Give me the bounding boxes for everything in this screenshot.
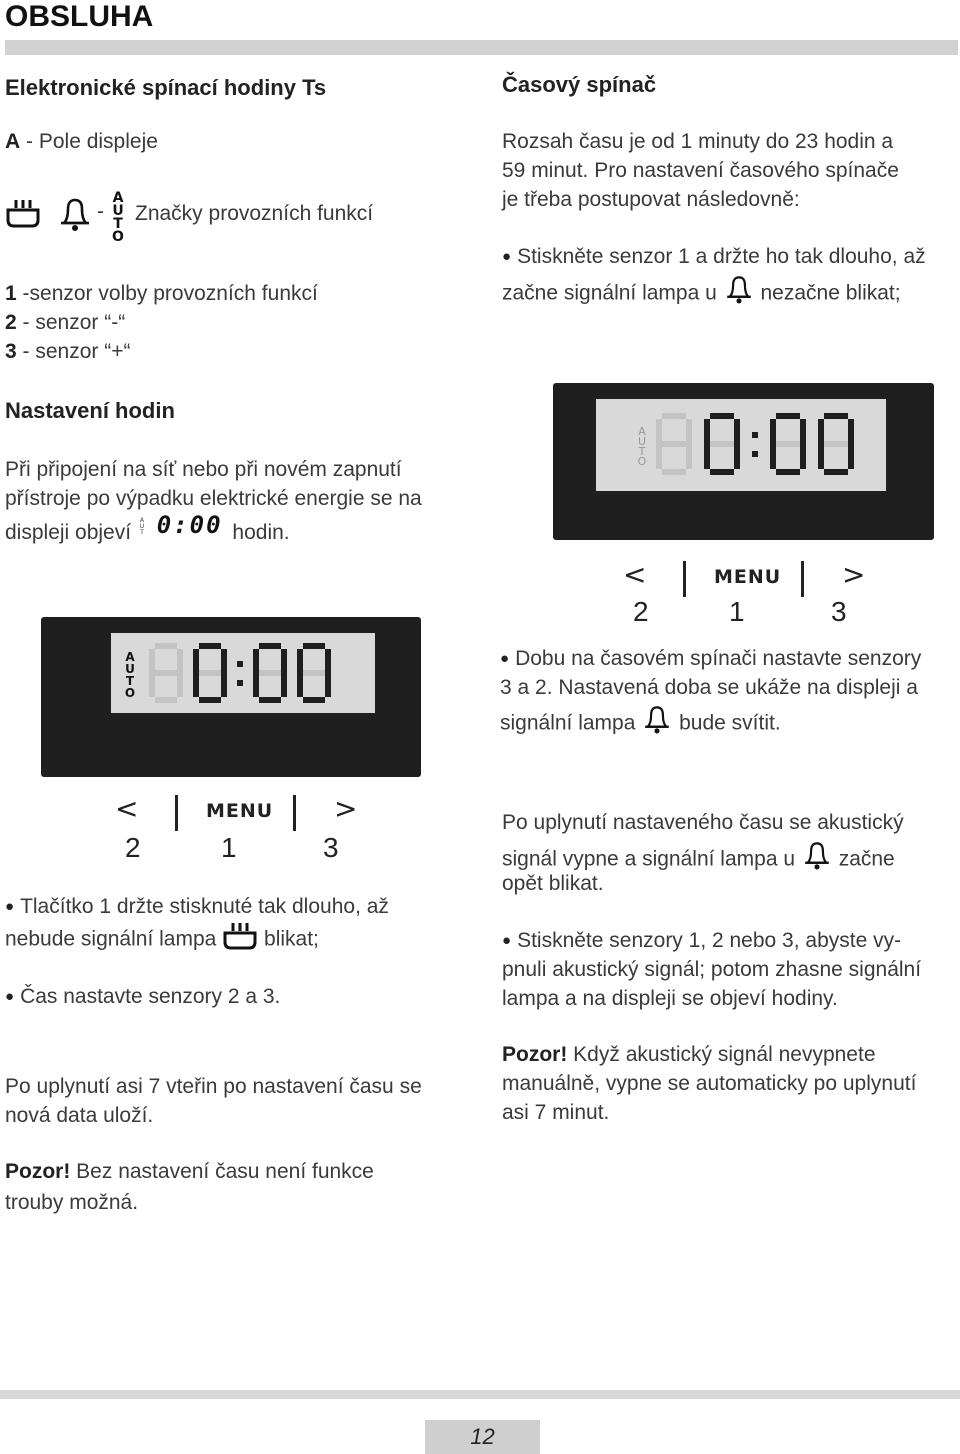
left-bullet-1-line1: ● Tlačítko 1 držte stisknuté tak dlouho, až	[5, 892, 389, 923]
right-bullet-3-line3: lampa a na displeji se objeví hodiny.	[502, 987, 838, 1010]
right-warning-line2: manuálně, vypne se automaticky po uplynutí	[502, 1072, 917, 1095]
lcd-segment	[662, 413, 686, 419]
section-heading-clock: Nastavení hodin	[5, 398, 175, 423]
lcd-screen	[111, 633, 375, 713]
right-arrow-key[interactable]: >	[842, 558, 866, 591]
lcd-segment	[776, 469, 800, 475]
lcd-segment	[776, 441, 800, 447]
bell-icon	[58, 196, 94, 236]
lcd-segment	[800, 419, 806, 444]
footer-rule	[0, 1390, 960, 1399]
lcd-segment	[704, 444, 710, 469]
lcd-segment	[297, 673, 303, 697]
legend-item-3: 3 - senzor “+“	[5, 340, 131, 363]
right-arrow-key[interactable]: >	[334, 792, 358, 825]
control-divider	[175, 795, 178, 831]
right-bullet-2-line1: ● Dobu na časovém spínači nastavte senzory	[500, 644, 921, 675]
right-p1-line1: Rozsah času je od 1 minuty do 23 hodin a	[502, 130, 894, 153]
right-warning-line1: Pozor! Když akustický signál nevypnete	[502, 1043, 876, 1066]
lcd-colon	[752, 432, 758, 438]
sensor-number-2: 2	[125, 832, 141, 863]
right-p1-line3: je třeba postupovat následovně:	[502, 188, 800, 211]
lcd-digits	[149, 643, 349, 705]
lcd-segment	[656, 444, 662, 469]
lcd-segment	[662, 469, 686, 475]
lcd-segment	[734, 419, 740, 444]
save-note-line2: nová data uloží.	[5, 1104, 154, 1127]
sensor-number-2: 2	[633, 596, 649, 627]
lcd-segment	[199, 697, 221, 703]
menu-key[interactable]: MENU	[714, 566, 782, 588]
symbols-dash: -	[97, 200, 104, 223]
lcd-segment	[303, 643, 325, 649]
sensor-number-3: 3	[831, 596, 847, 627]
clock-text-line1: Při připojení na síť nebo při novém zapnutí	[5, 458, 402, 481]
lcd-segment	[199, 670, 221, 676]
lcd-segment	[662, 441, 686, 447]
control-divider	[683, 561, 686, 597]
auto-icon: A U T O	[112, 190, 124, 245]
control-divider	[293, 795, 296, 831]
cooking-pot-icon	[5, 196, 45, 232]
lcd-segment	[303, 697, 325, 703]
lcd-segment	[710, 441, 734, 447]
right-bullet-2-line2: 3 a 2. Nastavená doba se ukáže na displeji a	[500, 676, 918, 699]
lcd-auto-indicator: A U T O	[124, 650, 136, 700]
lcd-segment	[848, 419, 854, 444]
legend-item-1: 1 -senzor volby provozních funkcí	[5, 282, 318, 305]
auto-icon: A U T	[139, 517, 145, 537]
lcd-segment	[710, 469, 734, 475]
page-number: 12	[425, 1420, 540, 1454]
bell-icon	[641, 704, 673, 744]
right-bullet-1-line2: začne signální lampa u nezačne blikat;	[502, 274, 901, 314]
lcd-auto-indicator: A U T O	[637, 425, 647, 468]
left-arrow-key[interactable]: <	[623, 558, 647, 591]
lcd-segment	[824, 469, 848, 475]
lcd-segment	[281, 673, 287, 697]
right-p2-line3: opět blikat.	[502, 872, 604, 895]
cooking-pot-icon	[222, 921, 258, 959]
bell-icon	[723, 274, 755, 314]
oven-display-panel	[553, 383, 934, 540]
legend-item-2: 2 - senzor “-“	[5, 311, 126, 334]
save-note-line1: Po uplynutí asi 7 vteřin po nastavení času se	[5, 1075, 422, 1098]
bell-icon	[801, 840, 833, 880]
lcd-segment	[800, 444, 806, 469]
right-p2-line1: Po uplynutí nastaveného času se akustický	[502, 811, 904, 834]
right-p2-line2: signál vypne a signální lampa u začne	[502, 840, 895, 880]
lcd-segment	[325, 673, 331, 697]
lcd-segment	[155, 697, 177, 703]
lcd-segment	[734, 444, 740, 469]
lcd-segment	[686, 444, 692, 469]
oven-display-panel	[41, 617, 421, 777]
lcd-segment	[155, 670, 177, 676]
lcd-colon	[752, 451, 758, 457]
left-bullet-1-line2: nebude signální lampa blikat;	[5, 921, 319, 959]
lcd-segment	[221, 673, 227, 697]
lcd-segment	[221, 649, 227, 673]
right-warning-line3: asi 7 minut.	[502, 1101, 610, 1124]
legend-a	[5, 127, 158, 156]
lcd-segment	[149, 673, 155, 697]
sensor-number-1: 1	[221, 832, 237, 863]
clock-text-line2: přístroje po výpadku elektrické energie se na	[5, 487, 422, 510]
inline-clock-digits: 0:00	[156, 510, 223, 539]
lcd-digits	[656, 413, 876, 479]
lcd-segment	[770, 444, 776, 469]
lcd-segment	[253, 673, 259, 697]
lcd-segment	[303, 670, 325, 676]
sensor-number-3: 3	[323, 832, 339, 863]
menu-key[interactable]: MENU	[206, 800, 274, 822]
lcd-segment	[281, 649, 287, 673]
lcd-segment	[259, 670, 281, 676]
lcd-segment	[824, 413, 848, 419]
right-bullet-3-line1: ● Stiskněte senzory 1, 2 nebo 3, abyste vy-	[502, 926, 901, 957]
sensor-number-1: 1	[729, 596, 745, 627]
legend-a-text: - Pole displeje	[26, 130, 158, 153]
lcd-segment	[818, 444, 824, 469]
section-heading-minute-timer: Časový spínač	[502, 72, 657, 97]
lcd-segment	[710, 413, 734, 419]
left-arrow-key[interactable]: <	[115, 792, 139, 825]
control-divider	[801, 561, 804, 597]
lcd-screen	[596, 399, 886, 491]
lcd-segment	[686, 419, 692, 444]
left-warning-line1: Pozor! Bez nastavení času není funkce	[5, 1160, 374, 1183]
lcd-segment	[199, 643, 221, 649]
left-bullet-2: ● Čas nastavte senzory 2 a 3.	[5, 982, 280, 1013]
legend-a-key: A	[5, 130, 21, 153]
right-bullet-2-line3: signální lampa bude svítit.	[500, 704, 781, 744]
right-bullet-3-line2: pnuli akustický signál; potom zhasne signální	[502, 958, 922, 981]
right-bullet-1-line1: ● Stiskněte senzor 1 a držte ho tak dlouho, až	[502, 242, 926, 273]
page-title: OBSLUHA	[5, 0, 154, 33]
lcd-segment	[259, 697, 281, 703]
lcd-segment	[325, 649, 331, 673]
control-bar	[110, 790, 360, 870]
section-heading-timer-ts: Elektronické spínací hodiny Ts	[5, 75, 327, 100]
lcd-segment	[259, 643, 281, 649]
lcd-segment	[824, 441, 848, 447]
lcd-segment	[193, 673, 199, 697]
symbols-text: Značky provozních funkcí	[135, 202, 374, 225]
lcd-colon	[237, 680, 243, 686]
control-bar	[618, 556, 868, 636]
lcd-colon	[237, 661, 243, 667]
right-p1-line2: 59 minut. Pro nastavení časového spínače	[502, 159, 899, 182]
lcd-segment	[776, 413, 800, 419]
header-rule	[5, 40, 958, 55]
left-warning-line2: trouby možná.	[5, 1191, 139, 1214]
clock-text-line3: displeji objeví A U T 0:00 hodin.	[5, 510, 290, 544]
lcd-segment	[177, 649, 183, 673]
lcd-segment	[848, 444, 854, 469]
lcd-segment	[155, 643, 177, 649]
lcd-segment	[177, 673, 183, 697]
